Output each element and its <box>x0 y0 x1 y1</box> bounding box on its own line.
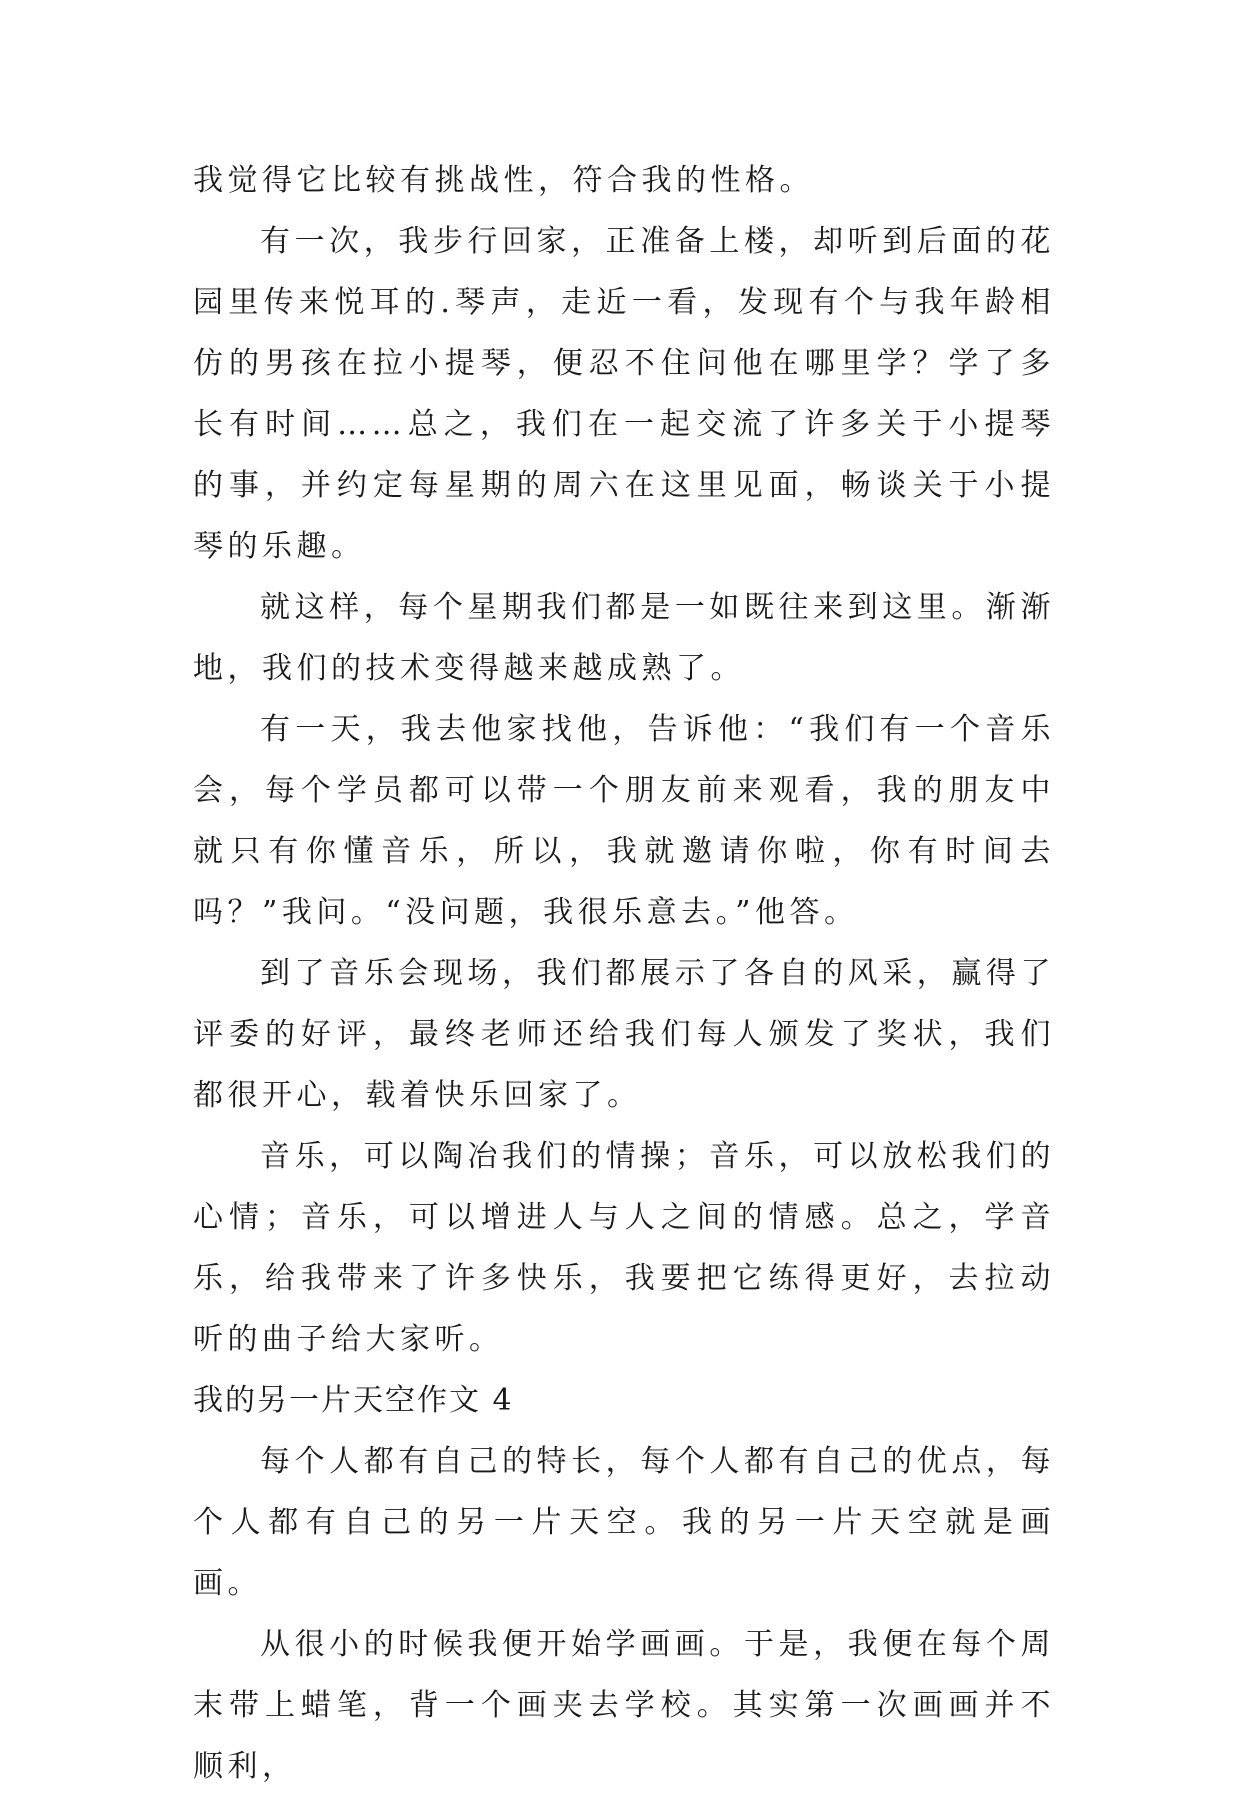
paragraph-continuation: 我觉得它比较有挑战性，符合我的性格。 <box>193 163 814 198</box>
document-body <box>193 150 1055 1797</box>
essay-heading: 我的另一片天空作文 4 <box>193 1383 514 1418</box>
paragraph-violin-meeting: 有一次，我步行回家，正准备上楼，却听到后面的花园里传来悦耳的.琴声，走近一看，发现有个与我年龄相仿的男孩在拉小提琴，便忍不住问他在哪里学？学了多长有时间……总之，我们在一起交流了许多关于小提琴的事，并约定每星期的周六在这里见面，畅谈关于小提琴的乐趣。 <box>193 224 1055 564</box>
paragraph-another-sky-intro: 每个人都有自己的特长，每个人都有自己的优点，每个人都有自己的另一片天空。我的另一片天空就是画画。 <box>193 1444 1055 1601</box>
paragraph-concert-invitation: 有一天，我去他家找他，告诉他：“我们有一个音乐会，每个学员都可以带一个朋友前来观看，我的朋友中就只有你懂音乐，所以，我就邀请你啦，你有时间去吗？”我问。“没问题，我很乐意去。”他答。 <box>193 712 1055 930</box>
paragraph-concert-scene: 到了音乐会现场，我们都展示了各自的风采，赢得了评委的好评，最终老师还给我们每人颁发了奖状，我们都很开心，载着快乐回家了。 <box>193 956 1055 1113</box>
paragraph-learning-drawing: 从很小的时候我便开始学画画。于是，我便在每个周末带上蜡笔，背一个画夹去学校。其实第一次画画并不顺利， <box>193 1627 1055 1784</box>
paragraph-music-conclusion: 音乐，可以陶冶我们的情操；音乐，可以放松我们的心情；音乐，可以增进人与人之间的情感。总之，学音乐，给我带来了许多快乐，我要把它练得更好，去拉动听的曲子给大家听。 <box>193 1139 1055 1357</box>
paragraph-weekly-practice: 就这样，每个星期我们都是一如既往来到这里。渐渐地，我们的技术变得越来越成熟了。 <box>193 590 1055 686</box>
